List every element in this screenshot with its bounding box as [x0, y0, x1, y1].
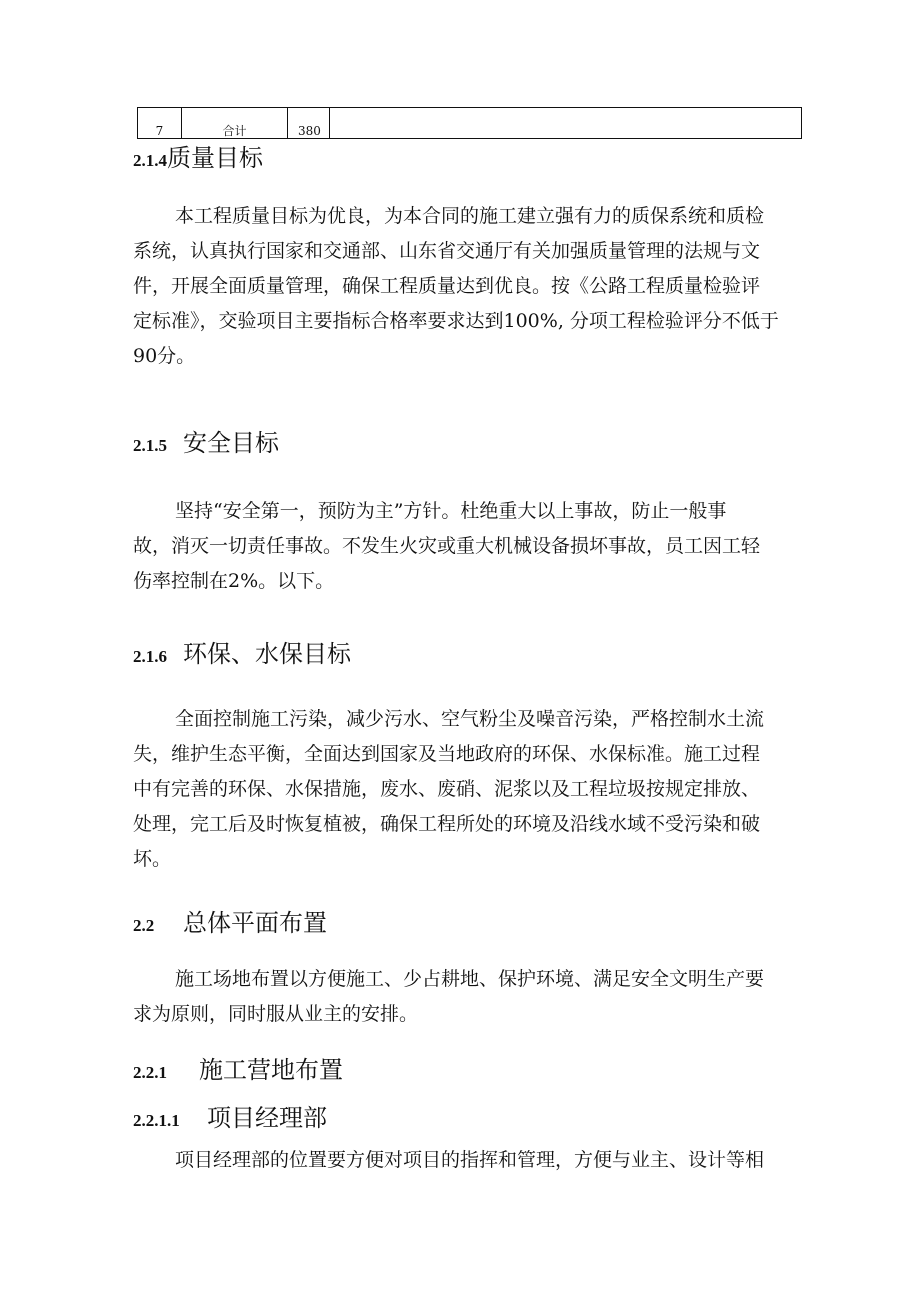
cell-amount: 380 — [288, 108, 330, 139]
heading-number: 2.1.4 — [133, 151, 167, 170]
paragraph-pm-office — [133, 1143, 813, 1178]
heading-2-2-1-1 — [133, 1103, 327, 1136]
text-line: 伤率控制在2%。以下。 — [133, 570, 335, 592]
heading-number: 2.2.1.1 — [133, 1111, 180, 1130]
heading-title: 项目经理部 — [207, 1104, 327, 1132]
heading-title: 总体平面布置 — [183, 909, 327, 937]
paragraph-safety — [133, 494, 813, 599]
text-line: 故，消灭一切责任事故。不发生火灾或重大机械设备损坏事故，员工因工轻 — [133, 535, 761, 557]
heading-title: 安全目标 — [183, 429, 279, 457]
text-line: 处理，完工后及时恢复植被，确保工程所处的环境及沿线水域不受污染和破 — [133, 813, 761, 835]
budget-table — [137, 107, 802, 139]
text-line: 施工场地布置以方便施工、少占耕地、保护环境、满足安全文明生产要 — [175, 968, 765, 990]
heading-2-1-5 — [133, 428, 279, 461]
heading-2-1-4 — [133, 143, 263, 176]
heading-title: 环保、水保目标 — [183, 640, 351, 668]
paragraph-quality — [133, 199, 813, 374]
text-line: 坏。 — [133, 848, 172, 870]
text-line: 件，开展全面质量管理，确保工程质量达到优良。按《公路工程质量检验评 — [133, 275, 761, 297]
cell-remark — [330, 108, 802, 139]
text-line: 项目经理部的位置要方便对项目的指挥和管理，方便与业主、设计等相 — [175, 1149, 765, 1171]
heading-2-2-1 — [133, 1055, 343, 1088]
text-line: 定标准》，交验项目主要指标合格率要求达到100%, 分项工程检验评分不低于 — [133, 310, 779, 332]
heading-2-1-6 — [133, 639, 351, 672]
heading-number: 2.1.6 — [133, 647, 167, 666]
cell-no: 7 — [138, 108, 182, 139]
heading-title: 质量目标 — [167, 144, 263, 172]
table-row — [138, 108, 802, 139]
text-line: 系统，认真执行国家和交通部、山东省交通厅有关加强质量管理的法规与文 — [133, 240, 761, 262]
heading-2-2 — [133, 908, 327, 941]
text-line: 坚持“安全第一，预防为主”方针。杜绝重大以上事故，防止一般事 — [175, 500, 727, 522]
text-line: 本工程质量目标为优良，为本合同的施工建立强有力的质保系统和质检 — [175, 205, 765, 227]
text-line: 中有完善的环保、水保措施，废水、废硝、泥浆以及工程垃圾按规定排放、 — [133, 778, 761, 800]
paragraph-layout — [133, 962, 813, 1032]
cell-name: 合计 — [182, 108, 288, 139]
heading-number: 2.2.1 — [133, 1063, 167, 1082]
heading-title: 施工营地布置 — [199, 1056, 343, 1084]
heading-number: 2.1.5 — [133, 436, 167, 455]
heading-number: 2.2 — [133, 916, 155, 935]
text-line: 全面控制施工污染，减少污水、空气粉尘及噪音污染，严格控制水土流 — [175, 708, 765, 730]
text-line: 90分。 — [133, 345, 196, 367]
text-line: 求为原则，同时服从业主的安排。 — [133, 1003, 419, 1025]
text-line: 失，维护生态平衡，全面达到国家及当地政府的环保、水保标准。施工过程 — [133, 743, 761, 765]
paragraph-environment — [133, 702, 813, 877]
